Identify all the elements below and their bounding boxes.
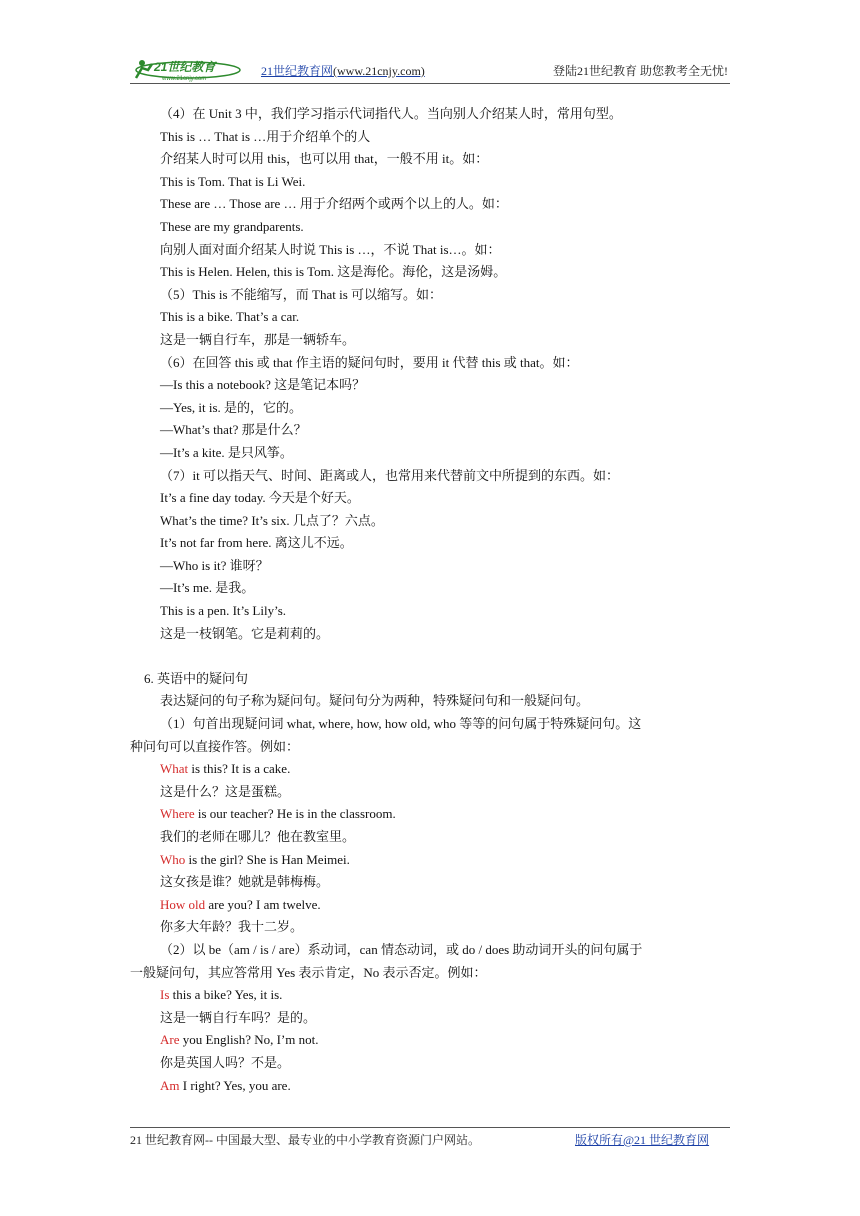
text-line: —Yes, it is. 是的，它的。 xyxy=(160,399,303,415)
text-line: It’s not far from here. 离这儿不远。 xyxy=(160,535,353,551)
document-body xyxy=(130,103,735,1097)
text-line: This is a pen. It’s Lily’s. xyxy=(160,603,287,619)
text-line: 向别人面对面介绍某人时说 This is …，不说 That is…。如： xyxy=(160,241,501,257)
section-heading: 6. 英语中的疑问句 xyxy=(144,670,249,686)
site-home-link[interactable]: 21世纪教育网(www.21cnjy.com) xyxy=(261,64,425,78)
text-line: 介绍某人时可以用 this，也可以用 that，一般不用 it。如： xyxy=(160,151,489,167)
svg-text:21世纪教育: 21世纪教育 xyxy=(154,60,216,74)
text-line: 你多大年龄？我十二岁。 xyxy=(160,919,304,935)
example-line: Who is the girl? She is Han Meimei. xyxy=(160,851,350,867)
example-line: What is this? It is a cake. xyxy=(160,761,291,777)
text-line: —Is this a notebook? 这是笔记本吗？ xyxy=(160,377,366,393)
text-line: （6）在回答 this 或 that 作主语的疑问句时，要用 it 代替 this 或 that。如： xyxy=(160,354,579,370)
example-line: Am I right? Yes, you are. xyxy=(160,1077,291,1093)
example-line: Are you English? No, I’m not. xyxy=(160,1032,319,1048)
text-line: These are … Those are … 用于介绍两个或两个以上的人。如： xyxy=(160,196,508,212)
text-line: 这是一辆自行车吗？是的。 xyxy=(160,1009,317,1025)
footer-text: 21 世纪教育网-- 中国最大型、最专业的中小学教育资源门户网站。 xyxy=(130,1133,480,1147)
header-divider xyxy=(130,83,730,84)
page-header xyxy=(130,56,730,82)
text-line: （7）it 可以指天气、时间、距离或人，也常用来代替前文中所提到的东西。如： xyxy=(160,467,619,483)
text-line: —Who is it? 谁呀？ xyxy=(160,557,269,573)
text-line: （5）This is 不能缩写，而 That is 可以缩写。如： xyxy=(160,286,443,302)
text-line: —It’s a kite. 是只风筝。 xyxy=(160,444,293,460)
text-line: （2）以 be（am / is / are）系动词，can 情态动词，或 do / does 助动词开头的问句属于 xyxy=(160,941,643,957)
copyright-link[interactable]: 版权所有@21 世纪教育网 xyxy=(575,1133,710,1147)
text-line: —It’s me. 是我。 xyxy=(160,580,255,596)
text-line: 这是一辆自行车，那是一辆轿车。 xyxy=(160,331,356,347)
text-line: These are my grandparents. xyxy=(160,218,304,234)
text-line: 一般疑问句，其应答常用 Yes 表示肯定，No 表示否定。例如： xyxy=(130,964,487,980)
text-line: This is Helen. Helen, this is Tom. 这是海伦。海伦，这是汤姆。 xyxy=(160,264,507,280)
footer-divider xyxy=(130,1127,730,1128)
text-line: This is … That is …用于介绍单个的人 xyxy=(160,128,371,144)
text-line: （1）句首出现疑问词 what, where, how, how old, who 等等的问句属于特殊疑问句。这 xyxy=(160,716,642,732)
example-line: Where is our teacher? He is in the classroom. xyxy=(160,806,396,822)
text-line: It’s a fine day today. 今天是个好天。 xyxy=(160,490,360,506)
site-logo xyxy=(130,56,242,82)
header-slogan: 登陆21世纪教育 助您教考全无忧! xyxy=(553,64,728,78)
text-line: 你是英国人吗？不是。 xyxy=(160,1054,291,1070)
text-line: What’s the time? It’s six. 几点了？六点。 xyxy=(160,512,384,528)
text-line: 我们的老师在哪儿？他在教室里。 xyxy=(160,829,356,844)
example-line: How old are you? I am twelve. xyxy=(160,896,321,912)
text-line: （4）在 Unit 3 中，我们学习指示代词指代人。当向别人介绍某人时，常用句型。 xyxy=(160,106,622,121)
text-line: This is a bike. That’s a car. xyxy=(160,309,300,325)
text-line: 表达疑问的句子称为疑问句。疑问句分为两种，特殊疑问句和一般疑问句。 xyxy=(160,693,590,709)
example-line: Is this a bike? Yes, it is. xyxy=(160,987,283,1003)
svg-text:www.21cnjy.com: www.21cnjy.com xyxy=(162,76,207,82)
text-line: 这女孩是谁？她就是韩梅梅。 xyxy=(160,874,330,890)
text-line: —What’s that? 那是什么？ xyxy=(160,422,307,438)
blank-line xyxy=(130,645,735,668)
text-line: This is Tom. That is Li Wei. xyxy=(160,173,306,189)
text-line: 种问句可以直接作答。例如： xyxy=(130,738,300,754)
text-line: 这是一枝钢笔。它是莉莉的。 xyxy=(160,625,330,641)
text-line: 这是什么？这是蛋糕。 xyxy=(160,783,291,799)
